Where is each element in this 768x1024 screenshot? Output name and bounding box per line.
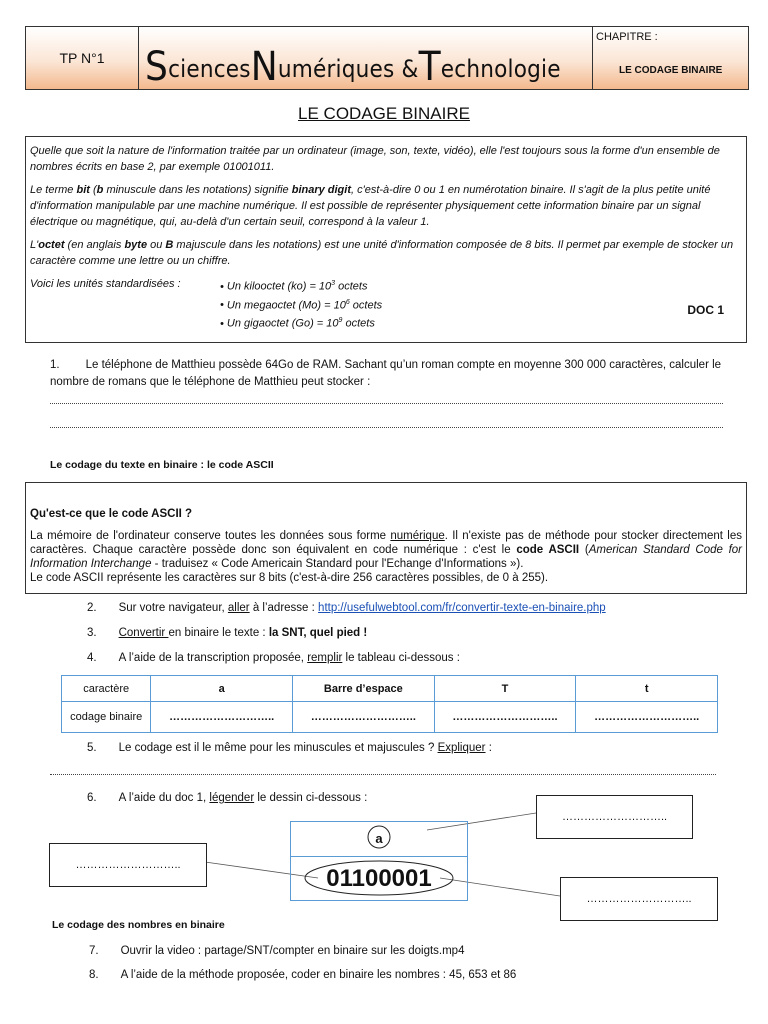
- table-header-cell: T: [434, 676, 576, 702]
- answer-line-1[interactable]: [50, 403, 723, 404]
- table-header-cell: t: [576, 676, 718, 702]
- chapter-name: LE CODAGE BINAIRE: [619, 65, 723, 76]
- units-label: Voici les unités standardisées :: [30, 278, 181, 290]
- diagram-binary: 01100001: [326, 865, 432, 892]
- table-answer-cell[interactable]: ………………………..: [293, 702, 435, 733]
- row-label-char: caractère: [62, 676, 151, 702]
- units-list: [220, 276, 382, 332]
- doc1-paragraph-3: L'octet (en anglais byte ou B majuscule dans les notations) est une unité d'information composée de 8 bits. Il permet par exemple de stocker un caractère comme une lettre ou un chiffre.: [30, 239, 734, 267]
- question-8: 8. A l’aide de la méthode proposée, coder en binaire les nombres : 45, 653 et 86: [89, 969, 517, 981]
- chapter-box: [593, 27, 748, 89]
- callout-top-right[interactable]: ………………………..: [536, 795, 693, 839]
- table-header-cell: a: [151, 676, 293, 702]
- doc1-tag: DOC 1: [687, 303, 724, 317]
- answer-line-3[interactable]: [50, 774, 716, 775]
- diagram-letter: a: [291, 822, 467, 857]
- question-4: 4. A l’aide de la transcription proposée, remplir le tableau ci-dessous :: [87, 652, 460, 664]
- converter-link[interactable]: http://usefulwebtool.com/fr/convertir-texte-en-binaire.php: [318, 602, 606, 614]
- question-2: 2. Sur votre navigateur, aller à l’adresse : http://usefulwebtool.com/fr/convertir-texte-en-binaire.php: [87, 602, 606, 614]
- section-numbers-heading: Le codage des nombres en binaire: [52, 919, 225, 931]
- tp-number: TP N°1: [26, 27, 139, 89]
- course-title: S ciences N umériques & T echnologie: [139, 27, 593, 89]
- callout-left[interactable]: ………………………..: [49, 843, 207, 887]
- unit-mo: • Un megaoctet $(Mo) = 10^6$ octets: [220, 295, 382, 314]
- question-5: 5. Le codage est il le même pour les minuscules et majuscules ? Expliquer :: [87, 742, 492, 754]
- answer-line-2[interactable]: [50, 427, 723, 428]
- ascii-table: [61, 675, 718, 733]
- unit-go: • Un gigaoctet $(Go) = 10^9$ octets: [220, 313, 382, 332]
- table-answer-cell[interactable]: ………………………..: [151, 702, 293, 733]
- table-header-cell: Barre d’espace: [293, 676, 435, 702]
- ascii-text-2: Le code ASCII représente les caractères sur 8 bits (c'est-à-dire 256 caractères possibles, de 0 à 255).: [30, 572, 549, 584]
- section-ascii-heading: Le codage du texte en binaire : le code ASCII: [50, 459, 274, 471]
- diagram-frame: [290, 821, 468, 901]
- page-title: LE CODAGE BINAIRE: [298, 104, 470, 123]
- row-label-binary: codage binaire: [62, 702, 151, 733]
- table-row: [62, 702, 718, 733]
- table-answer-cell[interactable]: ………………………..: [434, 702, 576, 733]
- ascii-title: Qu'est-ce que le code ASCII ?: [30, 508, 193, 520]
- doc1-paragraph-1: Quelle que soit la nature de l'information traitée par un ordinateur (image, son, texte, vidéo), elle l'est toujours sous la forme d'un ensemble de nombres écrits en base 2, par exemple 01001011.: [30, 145, 720, 173]
- units-block: [30, 276, 742, 330]
- question-1: 1. Le téléphone de Matthieu possède 64Go de RAM. Sachant qu’un roman compte en moyenne 300 000 caractères, calculer le nombre de romans que le téléphone de Matthieu peut stocker :: [50, 359, 722, 388]
- doc1-box: [25, 136, 747, 343]
- unit-ko: • Un kilooctet $(ko) = 10^3$ octets: [220, 276, 382, 295]
- chapter-label: CHAPITRE :: [596, 31, 658, 43]
- question-3: 3. Convertir en binaire le texte : la SNT, quel pied !: [87, 627, 368, 639]
- table-row: [62, 676, 718, 702]
- doc1-paragraph-2: Le terme bit (b minuscule dans les notations) signifie binary digit, c'est-à-dire 0 ou 1 en numérotation binaire. Il s'agit de la plus petite unité d'information manipulable par une machine numérique. Il est possible de représenter physiquement cette information binaire par un signal électrique ou magnétique, qui, au-delà d'un certain seuil, correspond à la valeur 1.: [30, 184, 711, 228]
- question-7: 7. Ouvrir la video : partage/SNT/compter en binaire sur les doigts.mp4: [89, 945, 465, 957]
- header-banner: [25, 26, 749, 90]
- ascii-text: La mémoire de l'ordinateur conserve toutes les données sous forme numérique. Il n'existe pas de méthode pour stocker directement les caractères. Chaque caractère possède donc son équivalent en code numérique : c'est le code ASCII (American Standard Code for Information Interchange - traduisez « Code Americain Standard pour l'Echange d'Informations »).: [30, 530, 743, 570]
- question-6: 6. A l’aide du doc 1, légender le dessin ci-dessous :: [87, 792, 368, 804]
- ascii-box: [25, 482, 747, 594]
- table-answer-cell[interactable]: ………………………..: [576, 702, 718, 733]
- callout-bottom-right[interactable]: ………………………..: [560, 877, 718, 921]
